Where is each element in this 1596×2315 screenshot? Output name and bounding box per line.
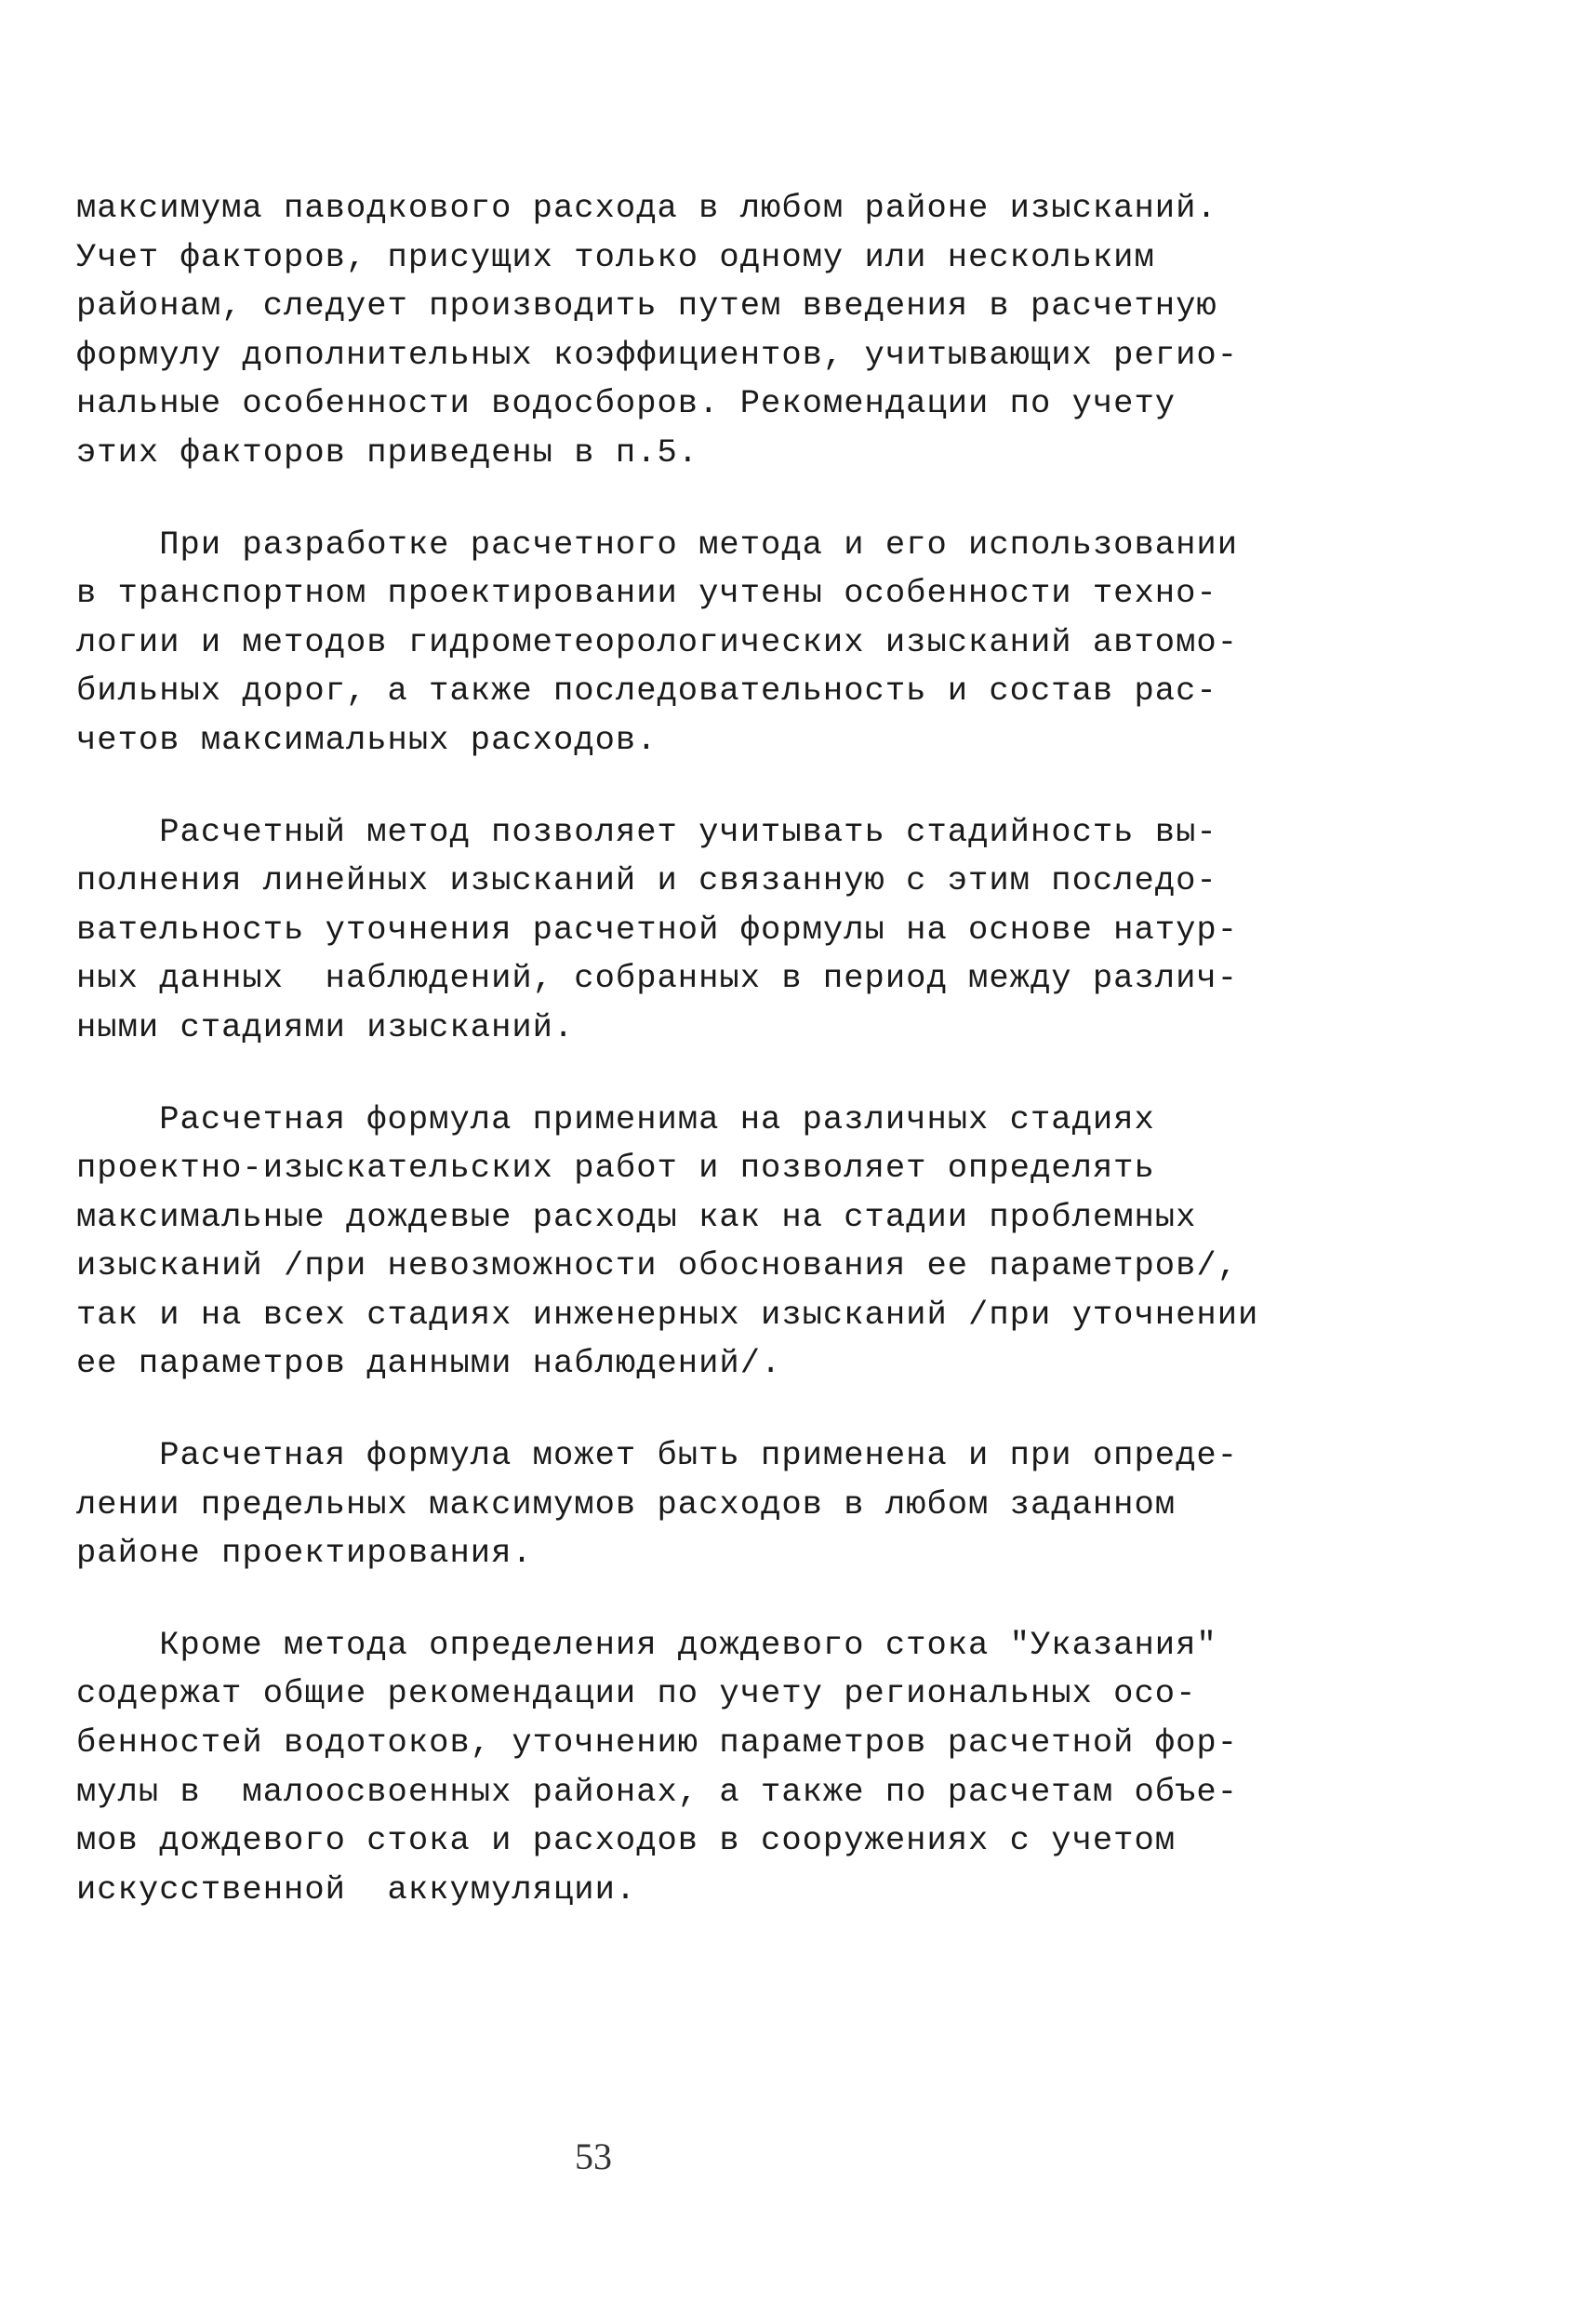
text-line: Расчетный метод позволяет учитывать стадийность вы-: [76, 812, 1217, 851]
text-line: изысканий /при невозможности обоснования ее параметров/,: [76, 1246, 1238, 1285]
text-line: районе проектирования.: [76, 1534, 533, 1573]
text-line: ее параметров данными наблюдений/.: [76, 1344, 782, 1383]
text-line: Расчетная формула применима на различных стадиях: [76, 1099, 1155, 1138]
page-number: 53: [575, 2135, 612, 2177]
text-line: Расчетная формула может быть применена и при опреде-: [76, 1436, 1238, 1475]
paragraph-6: [76, 1621, 1304, 1915]
text-line: мов дождевого стока и расходов в сооружениях с учетом: [76, 1821, 1177, 1860]
text-line: максимума паводкового расхода в любом районе изысканий.: [76, 189, 1217, 227]
text-line: мулы в малоосвоенных районах, а также по расчетам объе-: [76, 1772, 1238, 1811]
paragraph-3: [76, 808, 1304, 1053]
text-line: бенностей водотоков, уточнению параметров расчетной фор-: [76, 1723, 1238, 1763]
text-line: вательность уточнения расчетной формулы на основе натур-: [76, 910, 1238, 949]
paragraph-1: [76, 184, 1304, 478]
text-line: нальные особенности водосборов. Рекомендации по учету: [76, 384, 1177, 423]
text-line: так и на всех стадиях инженерных изысканий /при уточнении: [76, 1295, 1259, 1334]
text-line: Учет факторов, присущих только одному или нескольким: [76, 237, 1155, 276]
text-line: искусственной аккумуляции.: [76, 1869, 637, 1909]
text-line: максимальные дождевые расходы как на стадии проблемных: [76, 1197, 1197, 1236]
text-line: ных данных наблюдений, собранных в период между различ-: [76, 959, 1238, 998]
text-line: Кроме метода определения дождевого стока "Указания": [76, 1625, 1217, 1664]
text-line: При разработке расчетного метода и его использовании: [76, 525, 1238, 564]
paragraph-4: [76, 1096, 1304, 1390]
paragraph-2: [76, 521, 1304, 765]
text-line: лении предельных максимумов расходов в любом заданном: [76, 1484, 1177, 1523]
text-line: полнения линейных изысканий и связанную с этим последо-: [76, 861, 1217, 900]
text-line: этих факторов приведены в п.5.: [76, 432, 699, 472]
text-line: районам, следует производить путем введения в расчетную: [76, 286, 1217, 326]
body-text: [76, 184, 1304, 1957]
text-line: содержат общие рекомендации по учету региональных осо-: [76, 1674, 1197, 1713]
text-line: логии и методов гидрометеорологических изысканий автомо-: [76, 622, 1238, 661]
text-line: формулу дополнительных коэффициентов, учитывающих регио-: [76, 335, 1238, 374]
paragraph-5: [76, 1431, 1304, 1578]
text-line: ными стадиями изысканий.: [76, 1007, 575, 1046]
text-line: четов максимальных расходов.: [76, 720, 658, 759]
text-line: проектно-изыскательских работ и позволяет определять: [76, 1149, 1155, 1188]
text-line: бильных дорог, а также последовательность и состав рас-: [76, 672, 1217, 711]
text-line: в транспортном проектировании учтены особенности техно-: [76, 574, 1217, 613]
